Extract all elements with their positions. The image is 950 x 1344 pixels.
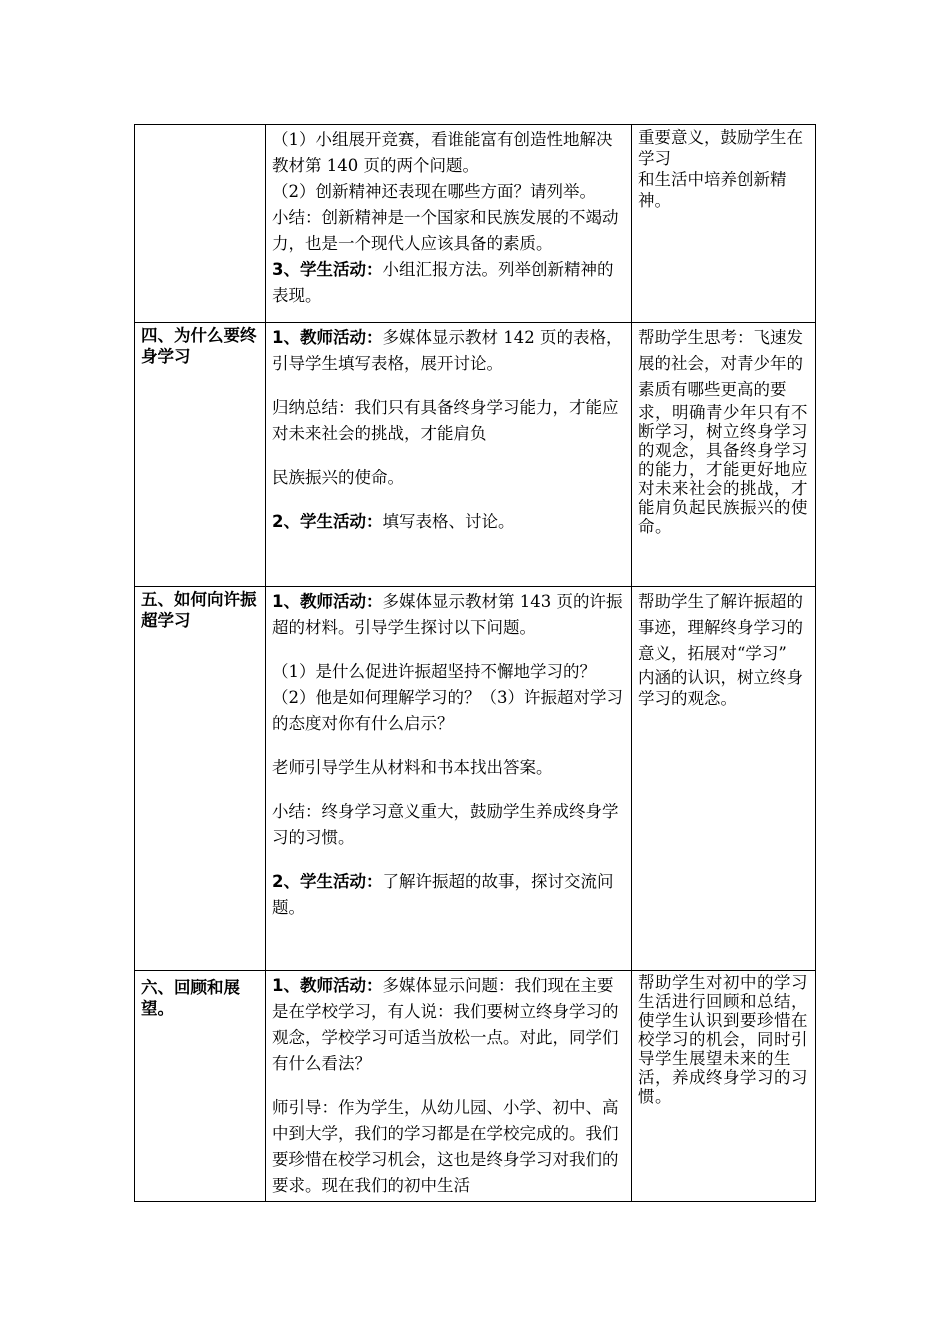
purpose-text: 帮助学生了解许振超的事迹，理解终身学习的意义，拓展对“学习” — [638, 592, 803, 663]
activity-paragraph — [272, 869, 625, 921]
activity-cell — [266, 587, 632, 971]
table-row — [135, 323, 816, 587]
activity-label: 2、学生活动： — [272, 872, 383, 891]
activity-text: 小组汇报方法。列举创新精神的表现。 — [272, 260, 614, 305]
activity-text: 了解许振超的故事，探讨交流问题。 — [272, 872, 614, 917]
table-row — [135, 971, 816, 1202]
section-title-cell — [135, 587, 266, 971]
activity-paragraph: （2）创新精神还表现在哪些方面？请列举。 — [272, 182, 596, 201]
activity-label: 1、教师活动： — [272, 592, 383, 611]
activity-paragraph: 小结：终身学习意义重大，鼓励学生养成终身学习的习惯。 — [272, 802, 619, 847]
section-title: 四、为什么要终身学习 — [141, 326, 257, 366]
section-title-cell — [135, 323, 266, 587]
purpose-cell — [632, 971, 816, 1202]
table-row — [135, 125, 816, 323]
purpose-cell — [632, 323, 816, 587]
activity-paragraph: 老师引导学生从材料和书本找出答案。 — [272, 758, 553, 777]
activity-paragraph: 小结：创新精神是一个国家和民族发展的不竭动力，也是一个现代人应该具备的素质。 — [272, 208, 619, 253]
table-row — [135, 587, 816, 971]
activity-paragraph: 归纳总结：我们只有具备终身学习能力，才能应对未来社会的挑战，才能肩负 — [272, 398, 619, 443]
lesson-plan-table — [134, 124, 816, 1202]
activity-text: 多媒体显示教材 142 页的表格，引导学生填写表格，展开讨论。 — [272, 328, 623, 373]
purpose-text: 求，明确青少年只有不断学习，树立终身学习的观念，具备终身学习的能力，才能更好地应对未来社会的挑战，才能肩负起民族振兴的使命。 — [638, 403, 808, 536]
activity-text: 多媒体显示教材第 143 页的许振超的材料。引导学生探讨以下问题。 — [272, 592, 623, 637]
activity-paragraph — [272, 257, 625, 309]
purpose-text: 帮助学生思考：飞速发展的社会，对青少年的素质有哪些更高的要 — [638, 328, 803, 399]
activity-cell — [266, 971, 632, 1202]
activity-paragraph — [272, 973, 625, 1077]
purpose-text: 内涵的认识，树立终身学习的观念。 — [638, 668, 803, 708]
section-title: 六、回顾和展望。 — [141, 978, 240, 1018]
purpose-cell — [632, 587, 816, 971]
activity-paragraph — [272, 325, 625, 377]
purpose-cell — [632, 125, 816, 323]
activity-text: 填写表格、讨论。 — [382, 512, 515, 531]
activity-cell — [266, 125, 632, 323]
section-title-cell — [135, 125, 266, 323]
activity-paragraph — [272, 589, 625, 641]
activity-paragraph: （1）小组展开竞赛，看谁能富有创造性地解决教材第 140 页的两个问题。 — [272, 130, 613, 175]
section-title-cell — [135, 971, 266, 1202]
activity-paragraph: （1）是什么促进许振超坚持不懈地学习的？（2）他是如何理解学习的？（3）许振超对学习的态度对你有什么启示？ — [272, 662, 623, 733]
purpose-text: 帮助学生对初中的学习生活进行回顾和总结，使学生认识到要珍惜在校学习的机会，同时引导学生展望未来的生活，养成终身学习的习惯。 — [638, 973, 808, 1106]
activity-cell — [266, 323, 632, 587]
activity-label: 2、学生活动： — [272, 512, 383, 531]
activity-paragraph: 民族振兴的使命。 — [272, 468, 404, 487]
activity-label: 1、教师活动： — [272, 328, 383, 347]
activity-paragraph: 师引导：作为学生，从幼儿园、小学、初中、高中到大学，我们的学习都是在学校完成的。我们要珍惜在校学习机会，这也是终身学习对我们的要求。现在我们的初中生活 — [272, 1098, 619, 1195]
activity-text: 多媒体显示问题：我们现在主要是在学校学习，有人说：我们要树立终身学习的观念，学校学习可适当放松一点。对此，同学们有什么看法？ — [272, 976, 619, 1073]
activity-paragraph — [272, 509, 625, 535]
purpose-text: 和生活中培养创新精神。 — [638, 170, 787, 210]
section-title: 五、如何向许振超学习 — [141, 590, 257, 630]
activity-label: 3、学生活动： — [272, 260, 383, 279]
activity-label: 1、教师活动： — [272, 976, 383, 995]
purpose-text: 重要意义，鼓励学生在学习 — [638, 128, 803, 168]
